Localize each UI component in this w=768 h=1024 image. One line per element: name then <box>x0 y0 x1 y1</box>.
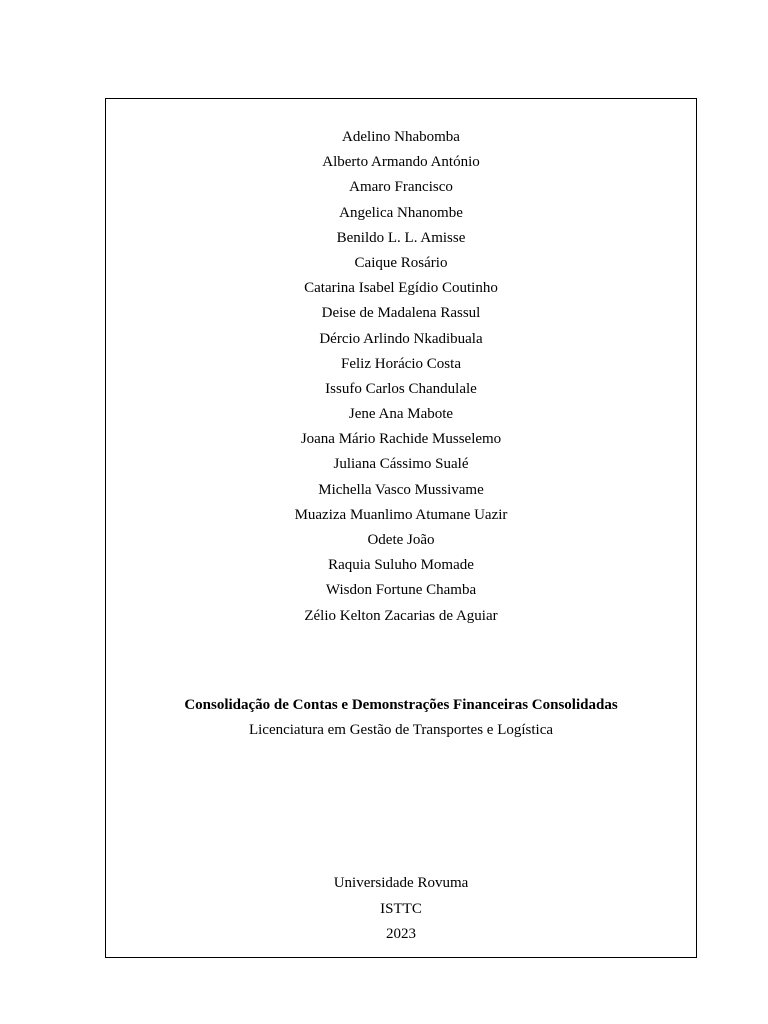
author-name: Joana Mário Rachide Musselemo <box>300 431 502 448</box>
author-name: Amaro Francisco <box>349 179 453 196</box>
author-name: Catarina Isabel Egídio Coutinho <box>304 280 498 297</box>
author-list <box>106 125 696 629</box>
author-name: Angelica Nhanombe <box>339 204 463 221</box>
author-name: Benildo L. L. Amisse <box>336 229 466 246</box>
author-name: Issufo Carlos Chandulale <box>325 380 477 397</box>
author-name: Alberto Armando António <box>322 154 480 171</box>
author-name: Michella Vasco Mussivame <box>318 481 484 498</box>
author-name: Odete João <box>367 532 435 548</box>
author-name: Muaziza Muanlimo Atumane Uazir <box>294 506 508 523</box>
title-block <box>106 693 696 743</box>
author-name: Wisdon Fortune Chamba <box>325 582 477 599</box>
author-name: Dércio Arlindo Nkadibuala <box>319 330 483 347</box>
institute-name: ISTTC <box>380 900 422 917</box>
institution-block <box>106 871 696 948</box>
page-border-frame <box>105 98 697 958</box>
author-name: Zélio Kelton Zacarias de Aguiar <box>304 607 498 624</box>
document-year: 2023 <box>386 926 416 942</box>
document-subtitle: Licenciatura em Gestão de Transportes e Logística <box>248 722 554 738</box>
author-name: Jene Ana Mabote <box>348 406 454 423</box>
author-name: Raquia Suluho Momade <box>328 557 474 574</box>
author-name: Adelino Nhabomba <box>342 129 460 145</box>
author-name: Deise de Madalena Rassul <box>321 305 481 322</box>
university-name: Universidade Rovuma <box>333 875 469 891</box>
document-title: Consolidação de Contas e Demonstrações Financeiras Consolidadas <box>184 697 618 713</box>
author-name: Caique Rosário <box>354 254 448 271</box>
author-name: Juliana Cássimo Sualé <box>333 456 469 473</box>
author-name: Feliz Horácio Costa <box>341 355 461 372</box>
